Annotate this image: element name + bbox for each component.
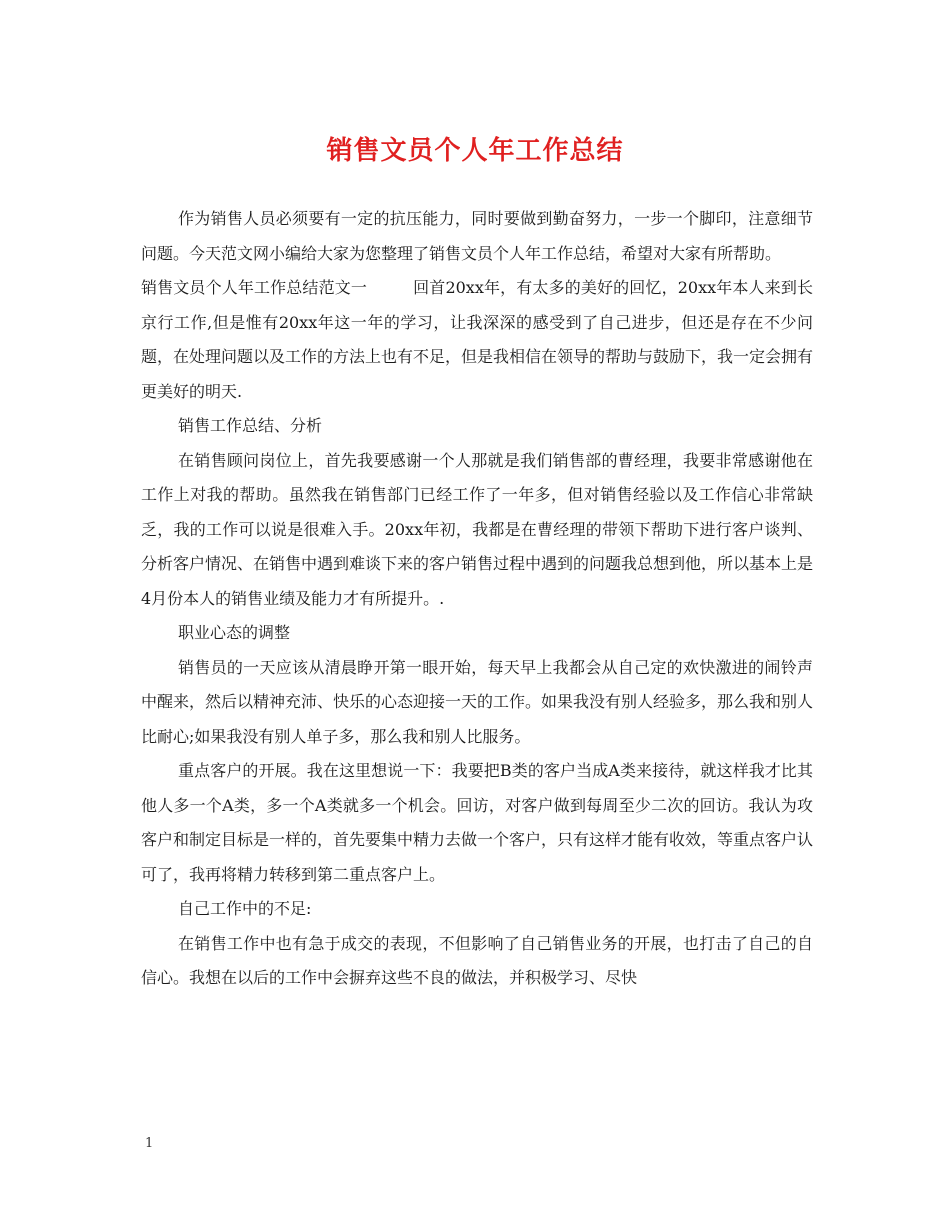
summary-paragraph: 在销售顾问岗位上，首先我要感谢一个人那就是我们销售部的曹经理，我要非常感谢他在工作上对我的帮助。虽然我在销售部门已经工作了一年多，但对销售经验以及工作信心非常缺乏，我的工作可以说是很难入手。20xx年初，我都是在曹经理的带领下帮助下进行客户谈判、分析客户情况、在销售中遇到难谈下来的客户销售过程中遇到的问题我总想到他，所以基本上是4月份本人的销售业绩及能力才有所提升。.	[141, 450, 814, 608]
section-heading-summary: 销售工作总结、分析	[178, 416, 323, 435]
section-heading-shortcomings: 自己工作中的不足:	[178, 899, 312, 918]
key-clients-paragraph: 重点客户的开展。我在这里想说一下：我要把B类的客户当成A类来接待，就这样我才比其他人多一个A类，多一个A类就多一个机会。回访，对客户做到每周至少二次的回访。我认为攻客户和制定目标是一样的，首先要集中精力去做一个客户，只有这样才能有收效，等重点客户认可了，我再将精力转移到第二重点客户上。	[141, 761, 814, 884]
document-body	[141, 202, 813, 996]
document-title: 销售文员个人年工作总结	[326, 136, 624, 166]
intro-paragraph: 作为销售人员必须要有一定的抗压能力，同时要做到勤奋努力，一步一个脚印，注意细节问题。今天范文网小编给大家为您整理了销售文员个人年工作总结，希望对大家有所帮助。	[141, 209, 813, 263]
sample-opening-text: 回首20xx年，有太多的美好的回忆，20xx年本人来到长京行工作,但是惟有20xx年这一年的学习，让我深深的感受到了自己进步，但还是存在不少问题，在处理问题以及工作的方法上也有不足，但是我相信在领导的帮助与鼓励下，我一定会拥有更美好的明天.	[141, 278, 814, 401]
mindset-paragraph: 销售员的一天应该从清晨睁开第一眼开始，每天早上我都会从自己定的欢快激进的闹铃声中醒来，然后以精神充沛、快乐的心态迎接一天的工作。如果我没有别人经验多，那么我和别人比耐心;如果我没有别人单子多，那么我和别人比服务。	[141, 657, 814, 746]
sample-paragraph	[141, 271, 813, 409]
page-number: 1	[145, 1136, 154, 1151]
section-heading-mindset: 职业心态的调整	[178, 623, 291, 642]
shortcomings-paragraph: 在销售工作中也有急于成交的表现，不但影响了自己销售业务的开展，也打击了自己的自信心。我想在以后的工作中会摒弃这些不良的做法，并积极学习、尽快	[141, 933, 813, 987]
sample-heading: 销售文员个人年工作总结范文一	[141, 278, 368, 297]
